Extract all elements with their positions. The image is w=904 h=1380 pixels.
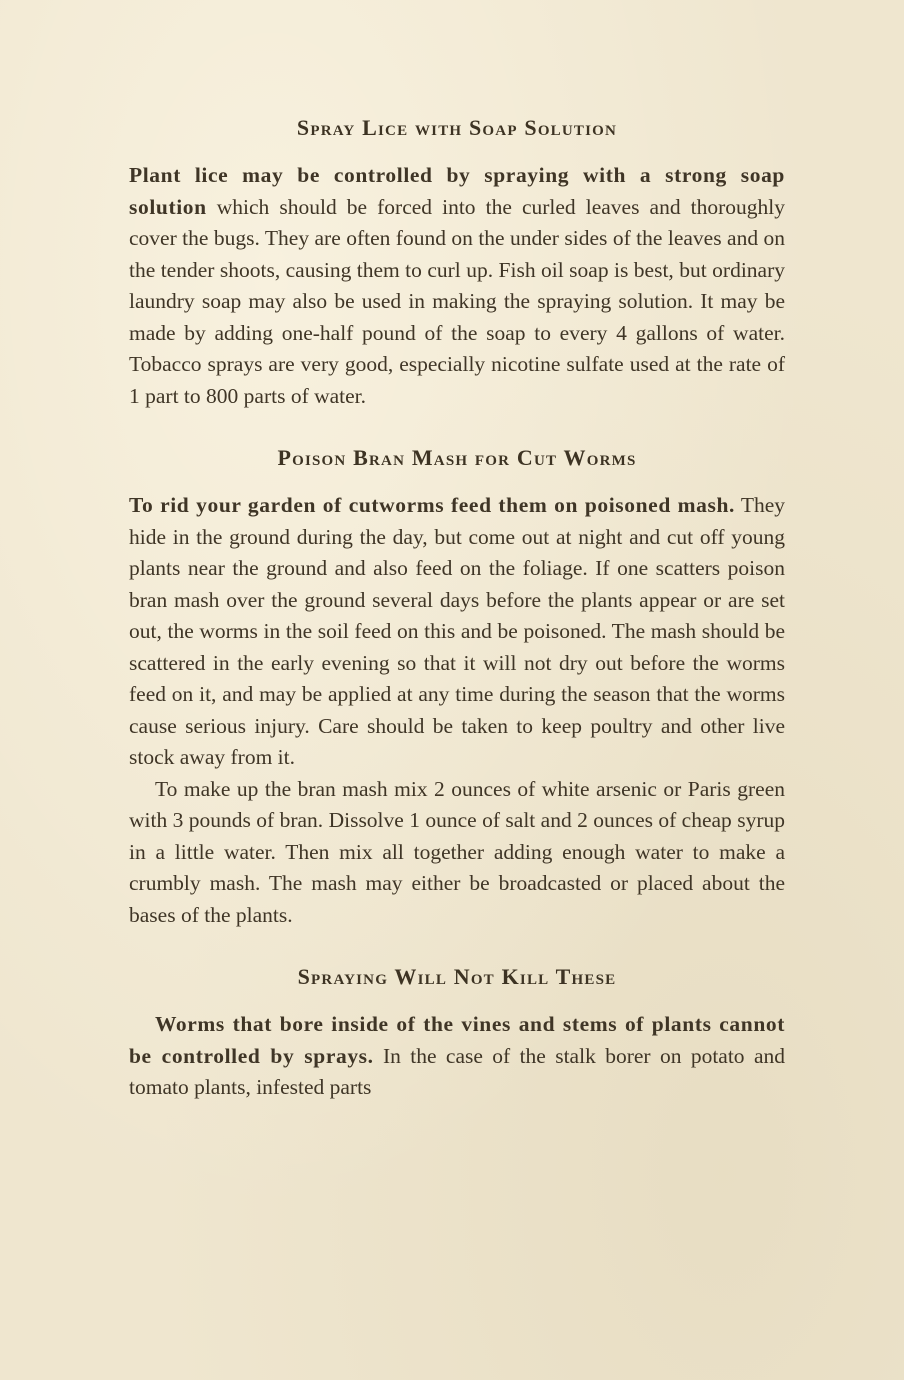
paragraph-poison-bran-mash [129, 490, 785, 774]
paragraph-bran-mash-recipe [129, 774, 785, 932]
paragraph-body-text: which should be forced into the curled leaves and thoroughly cover the bugs. They are often found on the under sides of the leaves and on the tender shoots, causing them to curl up. Fish oil soap is best, but ordinary laundry soap may also be used in making the spraying solution. It may be made by adding one-half pound of the soap to every 4 gallons of water. Tobacco sprays are very good, especially nicotine sulfate used at the rate of 1 part to 800 parts of water. [129, 194, 785, 408]
section-heading-spraying-will-not-kill: Spraying Will Not Kill These [297, 964, 617, 989]
paragraph-borers [129, 1009, 785, 1104]
document-page [129, 112, 785, 1104]
paragraph-body-text: They hide in the ground during the day, but come out at night and cut off young plants near the ground and also feed on the foliage. If one scatters poison bran mash over the ground several days before the plants appear or are set out, the worms in the soil feed on this and be poisoned. The mash should be scattered in the early evening so that it will not dry out before the worms feed on it, and may be applied at any time during the season that the worms cause serious injury. Care should be taken to keep poultry and other live stock away from it. [129, 493, 785, 769]
paragraph-lead-text: Plant lice may be controlled by spraying with a strong soap solution [129, 163, 785, 219]
paragraph-body-text: In the case of the stalk borer on potato and tomato plants, infested parts [129, 1043, 785, 1099]
section-heading-poison-bran-mash: Poison Bran Mash for Cut Worms [277, 445, 637, 470]
section-heading-spray-lice: Spray Lice with Soap Solution [296, 115, 618, 140]
paragraph-lead-text: Worms that bore inside of the vines and stems of plants cannot be controlled by sprays. [129, 1012, 785, 1068]
paragraph-spray-lice [129, 160, 785, 412]
paragraph-lead-text: To rid your garden of cutworms feed them on poisoned mash. [129, 493, 736, 517]
paragraph-body-text: To make up the bran mash mix 2 ounces of white arsenic or Paris green with 3 pounds of bran. Dissolve 1 ounce of salt and 2 ounces of cheap syrup in a little water. Then mix all together adding enough water to make a crumbly mash. The mash may either be broadcasted or placed about the bases of the plants. [129, 776, 785, 927]
